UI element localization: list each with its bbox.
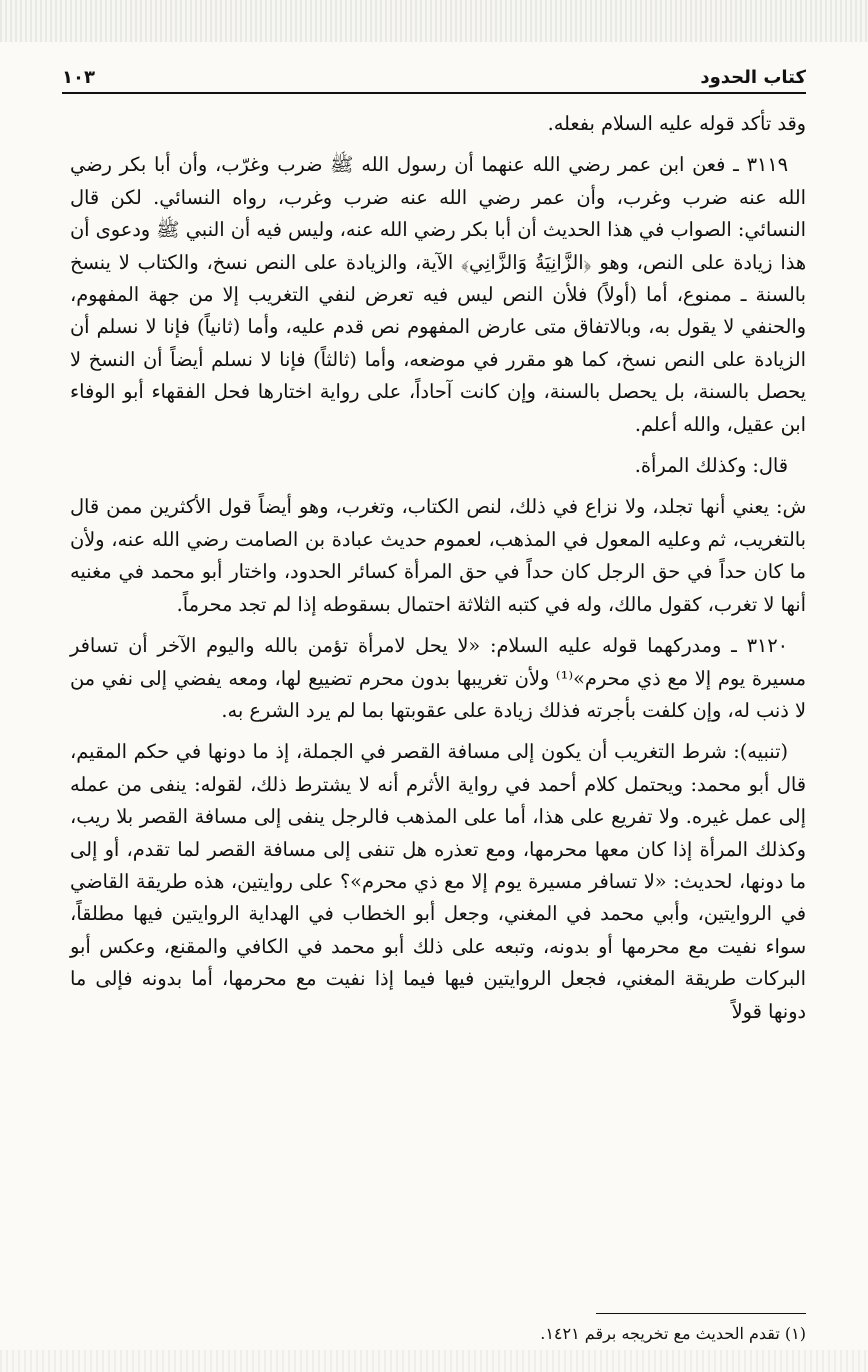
scan-bottom-noise xyxy=(0,1350,868,1372)
footnote-divider xyxy=(596,1313,806,1314)
paragraph-3119: ٣١١٩ ـ فعن ابن عمر رضي الله عنهما أن رسول الله ﷺ ضرب وغرّب، وأن أبا بكر رضي الله عنه ضرب وغرب، وأن عمر رضي الله عنه ضرب وغرب، رواه النسائي. لكن قال النسائي: الصواب في هذا الحديث أن أبا بكر رضي الله عنه، وليس فيه أن النبي ﷺ ودعوى أن هذا زيادة على النص، وهو ﴿الزَّانِيَةُ وَالزَّانِي﴾ الآية، والزيادة على النص نسخ، والكتاب لا ينسخ بالسنة ـ ممنوع، أما (أولاً) فلأن النص ليس فيه تعرض لنفي التغريب إلا من جهة المفهوم، والحنفي لا يقول به، وبالاتفاق متى عارض المفهوم نص قدم عليه، وأما (ثانياً) فإنا لا نسلم أن الزيادة على النص نسخ، كما هو مقرر في موضعه، وأما (ثالثاً) فإنا لا نسلم أيضاً أن النسخ لا يحصل بالسنة، بل يحصل بالسنة، وإن كانت آحاداً، على رواية اختارها فحل الفقهاء أبو الوفاء ابن عقيل، والله أعلم. xyxy=(70,153,806,436)
chapter-title: كتاب الحدود xyxy=(700,67,806,88)
page-body xyxy=(70,108,806,1304)
paragraph-intro: وقد تأكد قوله عليه السلام بفعله. xyxy=(547,112,806,135)
paragraph-matn: قال: وكذلك المرأة. xyxy=(634,454,788,478)
paragraph-sharh: ش: يعني أنها تجلد، ولا نزاع في ذلك، لنص الكتاب، وتغرب، وهو أيضاً قول الأكثرين ممن قال بالتغريب، ثم وعليه المعول في المذهب، لعموم حديث عبادة بن الصامت رضي الله عنه، ولأن ما كان حداً في حق الرجل كان حداً في حق المرأة كسائر الحدود، واختار أبو محمد في مغنيه أنها لا تغرب، كقول مالك، وله في كتبه الثلاثة احتمال بسقوطه إذا لم تجد محرماً. xyxy=(70,495,806,616)
paragraph-3120: ٣١٢٠ ـ ومدركهما قوله عليه السلام: «لا يحل لامرأة تؤمن بالله واليوم الآخر أن تسافر مسيرة يوم إلا مع ذي محرم»⁽¹⁾ ولأن تغريبها بدون محرم تضييع لها، ومعه يفضي إلى نفي من لا ذنب له، وإن كلفت بأجرته فذلك زيادة على عقوبتها بما لم يرد الشرع به. xyxy=(70,634,806,722)
header-divider xyxy=(62,92,806,94)
footnote: (١) تقدم الحديث مع تخريجه برقم ١٤٢١. xyxy=(540,1324,806,1343)
running-header xyxy=(62,58,806,88)
scan-top-noise xyxy=(0,0,868,42)
paragraph-tanbih: (تنبيه): شرط التغريب أن يكون إلى مسافة القصر في الجملة، إذ ما دونها في حكم المقيم، قال أبو محمد: ويحتمل كلام أحمد في رواية الأثرم أنه لا يشترط ذلك، لقوله: ينفى من عمله إلى عمل غيره. ولا تفريع على هذا، أما على المذهب فالرجل ينفى إلى مسافة القصر بلا ريب، وكذلك المرأة إذا كان معها محرمها، ومع تعذره هل تنفى إلى مسافة القصر لما تقدم، أو إلى ما دونها، لحديث: «لا تسافر مسيرة يوم إلا مع ذي محرم»؟ على روايتين، هذه طريقة القاضي في الروايتين، وأبي محمد في المغني، وجعل أبو الخطاب في الهداية الروايتين فيها مطلقاً، سواء نفيت مع محرمها أو بدونه، وتبعه على ذلك أبو محمد في الكافي والمقنع، وعكس أبو البركات طريقة المغني، فجعل الروايتين فيها فيما إذا نفيت مع محرمها، أما بدونه فإلى ما دونها قولاً xyxy=(70,740,806,1023)
page-number: ١٠٣ xyxy=(62,67,95,88)
